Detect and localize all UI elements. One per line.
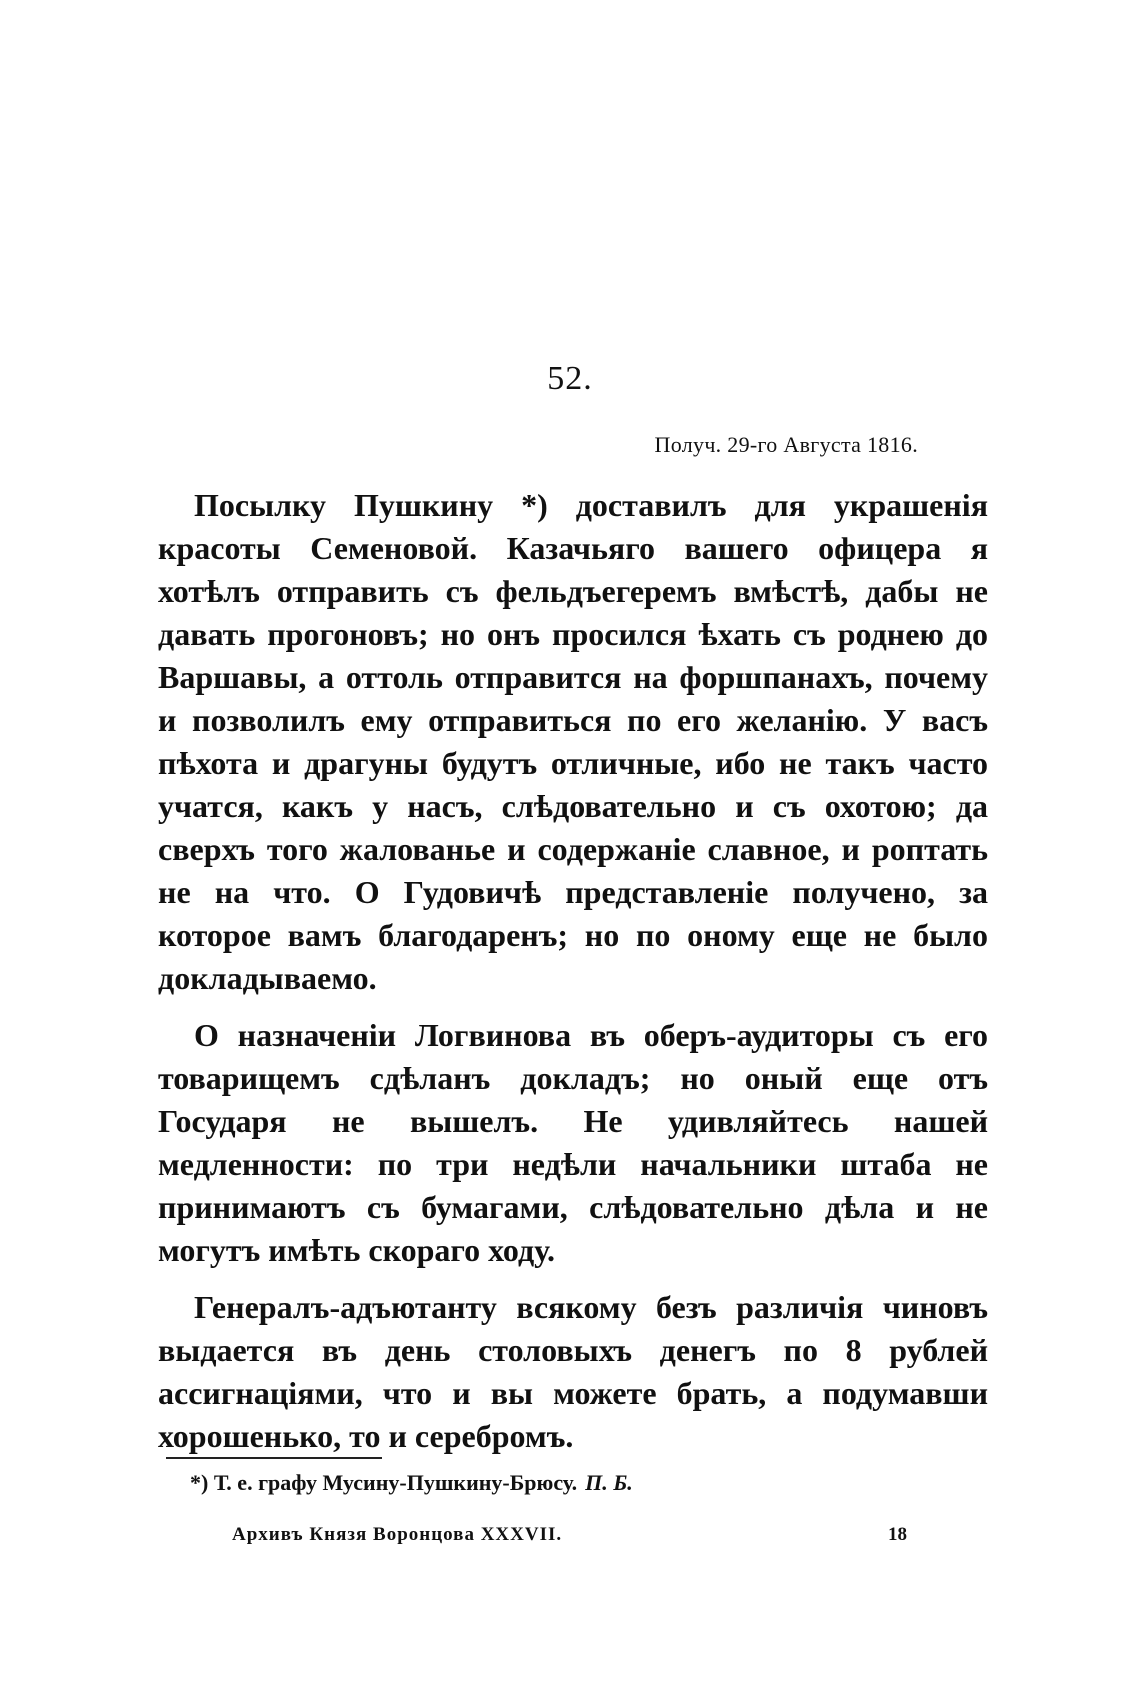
footnote bbox=[190, 1470, 633, 1496]
paragraph-1: Посылку Пушкину *) доставилъ для украшенія красоты Семеновой. Казачьяго вашего офицера я хотѣлъ отправить съ фельдъегеремъ вмѣстѣ, дабы не давать прогоновъ; но онъ просился ѣхать съ роднею до Варшавы, а оттоль отправится на форшпанахъ, почему и позволилъ ему отправиться по его желанію. У васъ пѣхота и драгуны будутъ отличные, ибо не такъ часто учатся, какъ у насъ, слѣдовательно и съ охотою; да сверхъ того жалованье и содержаніе славное, и роптать не на что. О Гудовичѣ представленіе получено, за которое вамъ благодаренъ; но по оному еще не было докладываемо. bbox=[158, 487, 988, 996]
footnote-signature: П. Б. bbox=[585, 1470, 633, 1495]
letter-body bbox=[158, 484, 988, 1472]
paragraph-2: О назначеніи Логвинова въ оберъ-аудиторы съ его товарищемъ сдѣланъ докладъ; но оный еще отъ Государя не вышелъ. Не удивляйтесь нашей медленности: по три недѣли начальники штаба не принимаютъ съ бумагами, слѣдовательно дѣла и не могутъ имѣть скораго ходу. bbox=[158, 1017, 988, 1268]
letter-number: 52. bbox=[547, 360, 593, 397]
printer-signature-line: Архивъ Князя Воронцова XXXVII. bbox=[232, 1524, 563, 1545]
received-date-note: Получ. 29-го Августа 1816. bbox=[654, 432, 918, 457]
footnote-divider bbox=[166, 1457, 382, 1459]
paragraph-3: Генералъ-адъютанту всякому безъ различія чиновъ выдается въ день столовыхъ денегъ по 8 рублей ассигнаціями, что и вы можете брать, а подумавши хорошенько, то и серебромъ. bbox=[158, 1289, 988, 1454]
signature-mark: 18 bbox=[888, 1524, 907, 1545]
footnote-text: *) Т. е. графу Мусину-Пушкину-Брюсу. bbox=[190, 1470, 578, 1495]
